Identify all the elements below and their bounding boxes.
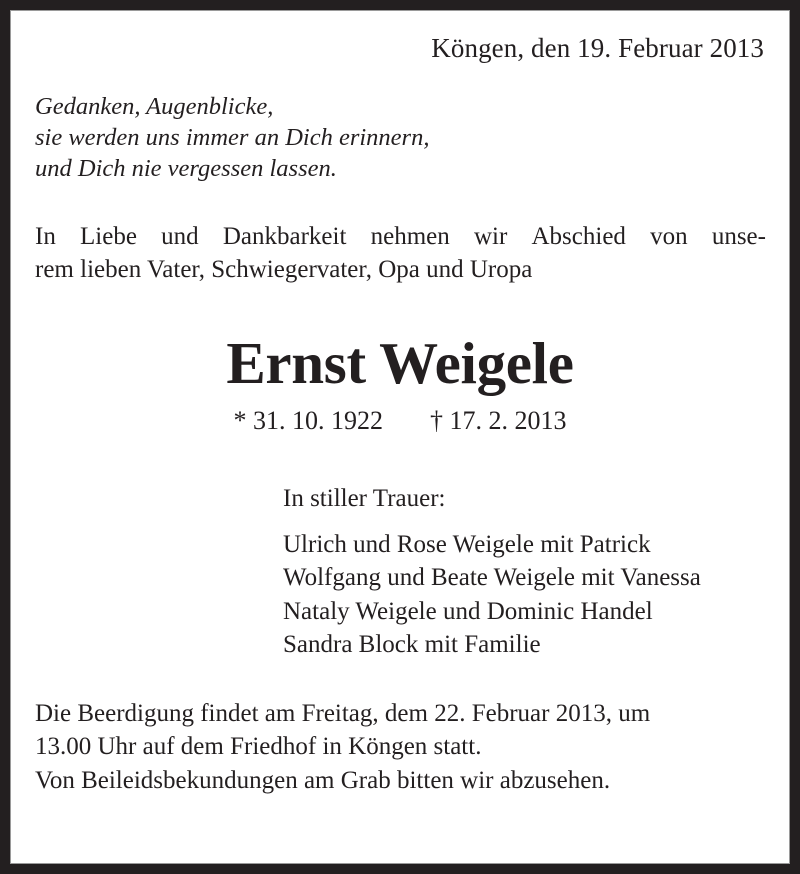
intro-word: unse- [711,222,766,250]
mourner-line: Nataly Weigele und Dominic Handel [283,597,653,625]
intro-word: Dankbarkeit [222,222,347,250]
intro-word: von [650,222,688,250]
intro-word: nehmen [370,222,450,250]
intro-word: Liebe [80,222,137,250]
life-dates [34,407,766,436]
intro-word: In [35,222,56,250]
closing-line-2: 13.00 Uhr auf dem Friedhof in Köngen statt. [35,733,482,761]
funeral-details [34,697,766,798]
mourner-line: Wolfgang und Beate Weigele mit Vanessa [283,564,701,592]
deceased-name: Ernst Weigele [226,329,574,396]
mourner-line: Sandra Block mit Familie [283,631,541,659]
closing-line-3: Von Beileidsbekundungen am Grab bitten wir abzusehen. [35,766,611,794]
verse-line-3: und Dich nie vergessen lassen. [35,154,337,182]
mourner-line: Ulrich und Rose Weigele mit Patrick [283,530,651,558]
intro-line-1 [35,220,766,253]
mourners-block [34,482,766,662]
obituary-frame [10,10,790,864]
intro-word: und [161,222,199,250]
death-cross-icon: † [430,405,443,435]
intro-paragraph [34,220,766,286]
obituary-content [11,11,789,863]
birth-star-icon: * [233,405,247,435]
memorial-verse [34,91,766,184]
verse-line-1: Gedanken, Augenblicke, [35,92,274,120]
death-date: 17. 2. 2013 [449,405,567,435]
verse-line-2: sie werden uns immer an Dich erinnern, [35,123,430,151]
intro-line-2: rem lieben Vater, Schwiegervater, Opa und Uropa [35,255,533,283]
closing-line-1: Die Beerdigung findet am Freitag, dem 22. Februar 2013, um [35,699,651,727]
intro-word: Abschied [531,222,626,250]
mourners-heading: In stiller Trauer: [283,485,446,513]
birth-date: 31. 10. 1922 [253,405,383,435]
intro-word: wir [473,222,508,250]
dateline: Köngen, den 19. Februar 2013 [431,33,764,63]
mourners-list [283,528,766,662]
